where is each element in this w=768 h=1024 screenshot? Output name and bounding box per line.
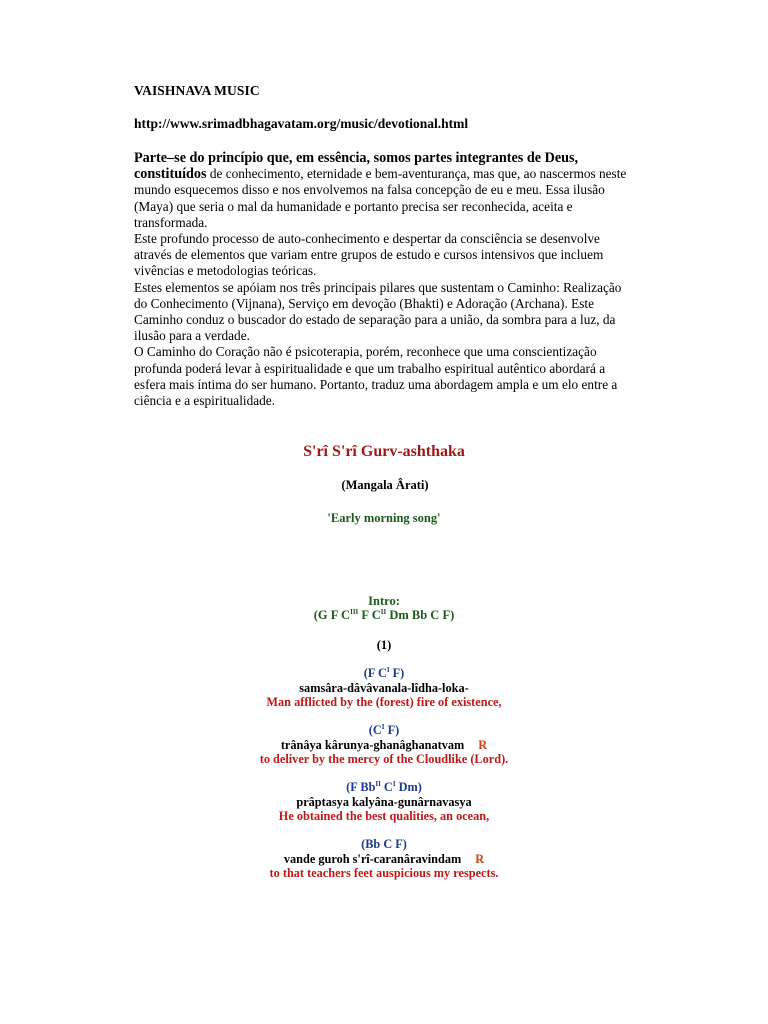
translation-line: Man afflicted by the (forest) fire of existence,	[266, 695, 502, 709]
translation-line: He obtained the best qualities, an ocean,	[278, 809, 490, 823]
intro-chords-sup-2: II	[380, 607, 387, 616]
chord-text: Dm)	[395, 780, 422, 794]
sanskrit-line	[0, 738, 768, 753]
intro-chords	[0, 608, 768, 623]
verse-line-2	[0, 723, 768, 767]
chord-text: (F Bb	[346, 780, 376, 794]
paragraph-3: Estes elementos se apóiam nos três principais pilares que sustentam o Caminho: Realização do Conhecimento (Vijnana), Serviço em devoção (Bhakti) e Adoração (Archana). Este Caminho conduz o buscador do estado de separação para a união, da sombra para a luz, da ilusão para a verdade.	[134, 279, 622, 344]
intro-chords-close: Dm Bb C F)	[386, 608, 455, 622]
lead-bold-text: Parte–se do princípio que, em essência, somos partes integrantes de Deus, constituídos	[134, 150, 579, 183]
chord-line	[0, 780, 768, 795]
chord-superscript: I	[381, 722, 385, 731]
intro-text-block	[134, 150, 634, 409]
paragraph-2: Este profundo processo de auto-conhecimento e despertar da consciência se desenvolve através de elementos que variam entre grupos de estudo e cursos intensivos que incluem vivências e metodologias teóricas.	[134, 231, 604, 279]
chord-text: (F C	[363, 666, 387, 680]
translation-line: to deliver by the mercy of the Cloudlike (Lord).	[259, 752, 509, 766]
chord-line	[0, 723, 768, 738]
chord-text: F)	[389, 666, 405, 680]
song-description: 'Early morning song'	[327, 511, 441, 525]
chord-line	[0, 837, 768, 852]
intro-chords-mid: F C	[358, 608, 381, 622]
translation-line: to that teachers feet auspicious my respects.	[269, 866, 499, 880]
refrain-marker: R	[475, 851, 485, 866]
chord-superscript: II	[375, 779, 381, 788]
document-title: VAISHNAVA MUSIC	[134, 83, 260, 98]
source-url-link[interactable]: http://www.srimadbhagavatam.org/music/devotional.html	[134, 116, 469, 131]
paragraph-1-rest: de conhecimento, eternidade e bem-aventurança, mas que, ao nascermos neste mundo esquecemos disso e nos envolvemos na falsa concepção de eu e meu. Essa ilusão (Maya) que seria o mal da humanidade e portanto precisa ser reconhecida, aceita e transformada.	[134, 166, 627, 230]
verse-number: (1)	[376, 638, 392, 652]
paragraph-1	[134, 150, 634, 231]
sanskrit-line: samsâra-dâvâvanala-lîdha-loka-	[299, 680, 469, 695]
sanskrit-line: prâptasya kalyâna-gunârnavasya	[296, 794, 472, 809]
intro-label: Intro:	[368, 594, 400, 608]
song-title: S'rî S'rî Gurv-ashthaka	[303, 443, 465, 460]
paragraph-4: O Caminho do Coração não é psicoterapia, porém, reconhece que uma conscientização profunda poderá levar à espiritualidade e que um trabalho espiritual autêntico abordará a esfera mais íntima do ser humano. Portanto, traduz uma abordagem ampla e um elo entre a ciência e a espiritualidade.	[134, 344, 618, 409]
intro-chords-open: (G F C	[313, 608, 351, 622]
chord-text: (Bb C F)	[361, 837, 407, 851]
refrain-marker: R	[478, 737, 488, 752]
song-subtitle: (Mangala Ârati)	[341, 478, 429, 492]
sanskrit-line	[0, 852, 768, 867]
chord-text: F)	[384, 723, 400, 737]
intro-chords-sup-1: III	[350, 607, 359, 616]
sanskrit-text: vande guroh s'rî-caranâravindam	[283, 851, 462, 866]
verse-line-3	[0, 780, 768, 824]
sanskrit-text: trânâya kârunya-ghanâghanatvam	[280, 737, 465, 752]
chord-text: (C	[368, 723, 382, 737]
verse-line-4	[0, 837, 768, 881]
chord-text: C	[380, 780, 393, 794]
chord-superscript: I	[392, 779, 396, 788]
verse-line-1	[0, 666, 768, 710]
chord-line	[0, 666, 768, 681]
chord-superscript: I	[386, 665, 390, 674]
